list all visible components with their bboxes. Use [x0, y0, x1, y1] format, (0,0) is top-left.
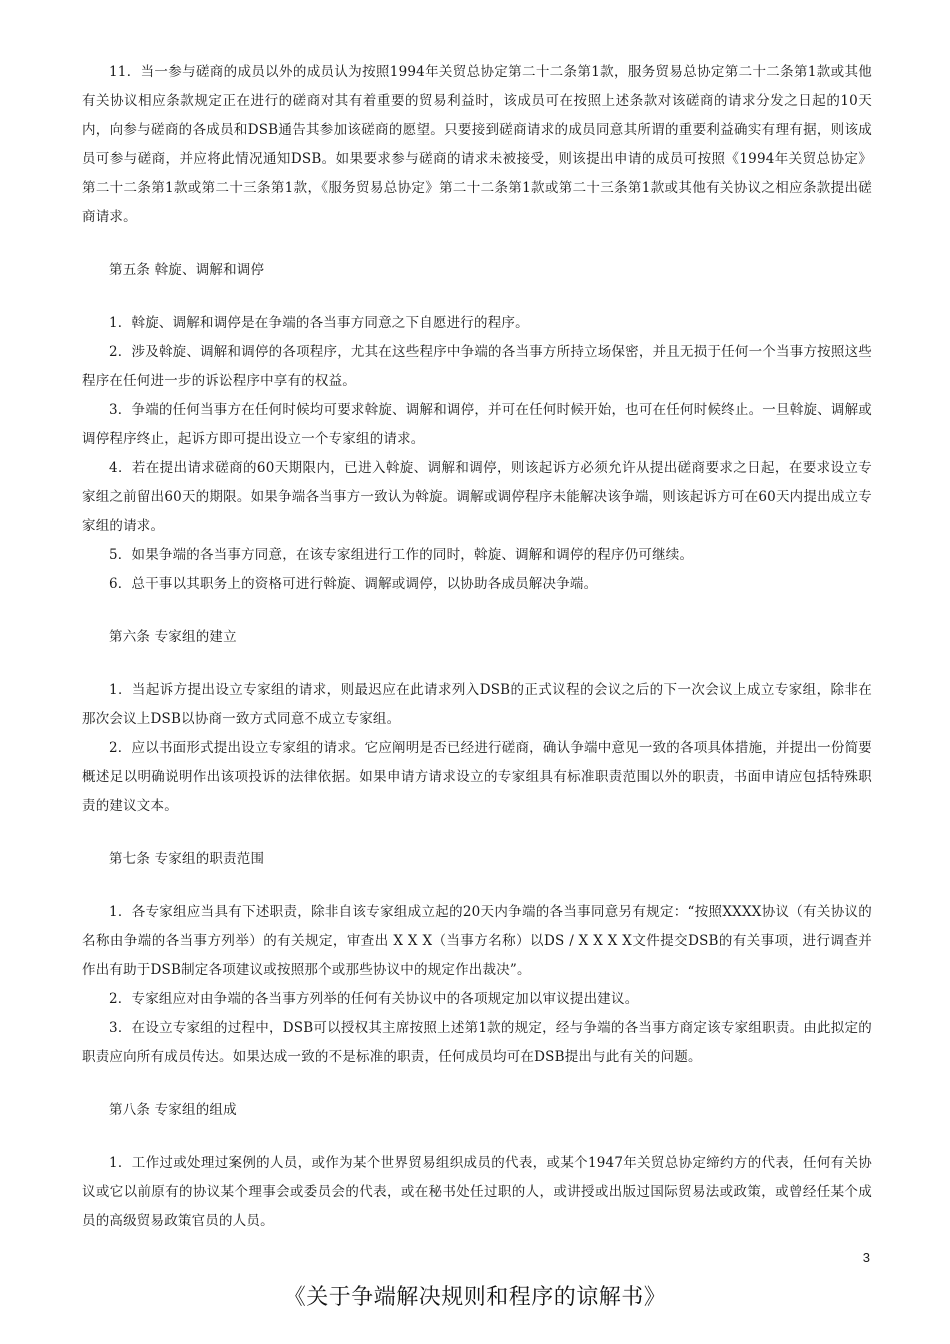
paragraph: 1．各专家组应当具有下述职责，除非自该专家组成立起的20天内争端的各当事同意另有规定：“按照XXXX协议（有关协议的名称由争端的各当事方列举）的有关规定，审查出 X X X（当事方名称）以DS / X X X X文件提交DSB的有关事项，进行调查并作出有助于DSB制定各项建议或按照那个或那些协议中的规定作出裁决”。 — [82, 904, 872, 978]
section-gap — [82, 599, 872, 623]
page-number: 3 — [862, 1250, 870, 1265]
paragraph: 2．专家组应对由争端的各当事方列举的任何有关协议中的各项规定加以审议提出建议。 — [109, 991, 639, 1007]
section-gap — [82, 1125, 872, 1149]
paragraph: 1．斡旋、调解和调停是在争端的各当事方同意之下自愿进行的程序。 — [109, 315, 529, 331]
article-heading: 第八条 专家组的组成 — [109, 1102, 237, 1118]
section-gap — [82, 1072, 872, 1096]
section-gap — [82, 874, 872, 898]
section-gap — [82, 285, 872, 309]
paragraph: 4．若在提出请求磋商的60天期限内，已进入斡旋、调解和调停，则该起诉方必须允许从提出磋商要求之日起，在要求设立专家组之前留出60天的期限。如果争端各当事方一致认为斡旋。调解或调停程序未能解决该争端，则该起诉方可在60天内提出成立专家组的请求。 — [82, 460, 872, 534]
section-gap — [82, 652, 872, 676]
document-body — [82, 58, 872, 1236]
article-heading: 第六条 专家组的建立 — [109, 629, 237, 645]
paragraph: 5．如果争端的各当事方同意，在该专家组进行工作的同时，斡旋、调解和调停的程序仍可继续。 — [109, 547, 694, 563]
paragraph: 2．应以书面形式提出设立专家组的请求。它应阐明是否已经进行磋商，确认争端中意见一致的各项具体措施，并提出一份简要概述足以明确说明作出该项投诉的法律依据。如果申请方请求设立的专家组具有标准职责范围以外的职责，书面申请应包括特殊职责的建议文本。 — [82, 740, 872, 814]
paragraph: 2．涉及斡旋、调解和调停的各项程序，尤其在这些程序中争端的各当事方所持立场保密，并且无损于任何一个当事方按照这些程序在任何进一步的诉讼程序中享有的权益。 — [82, 344, 872, 389]
section-gap — [82, 821, 872, 845]
paragraph: 6．总干事以其职务上的资格可进行斡旋、调解或调停，以协助各成员解决争端。 — [109, 576, 598, 592]
paragraph: 1．当起诉方提出设立专家组的请求，则最迟应在此请求列入DSB的正式议程的会议之后的下一次会议上成立专家组，除非在那次会议上DSB以协商一致方式同意不成立专家组。 — [82, 682, 872, 727]
article-heading: 第五条 斡旋、调解和调停 — [109, 262, 265, 278]
paragraph: 1．工作过或处理过案例的人员，或作为某个世界贸易组织成员的代表，或某个1947年关贸总协定缔约方的代表，任何有关协议或它以前原有的协议某个理事会或委员会的代表，或在秘书处任过职的人，或讲授或出版过国际贸易法或政策，或曾经任某个成员的高级贸易政策官员的人员。 — [82, 1155, 873, 1229]
paragraph: 3．在设立专家组的过程中，DSB可以授权其主席按照上述第1款的规定，经与争端的各当事方商定该专家组职责。由此拟定的职责应向所有成员传达。如果达成一致的不是标准的职责，任何成员均可在DSB提出与此有关的问题。 — [82, 1020, 872, 1065]
article-heading: 第七条 专家组的职责范围 — [109, 851, 265, 867]
paragraph: 3．争端的任何当事方在任何时候均可要求斡旋、调解和调停，并可在任何时候开始，也可在任何时候终止。一旦斡旋、调解或调停程序终止，起诉方即可提出设立一个专家组的请求。 — [82, 402, 872, 447]
paragraph: 11．当一参与磋商的成员以外的成员认为按照1994年关贸总协定第二十二条第1款，服务贸易总协定第二十二条第1款或其他有关协议相应条款规定正在进行的磋商对其有着重要的贸易利益时，该成员可在按照上述条款对该磋商的请求分发之日起的10天内，向参与磋商的各成员和DSB通告其参加该磋商的愿望。只要接到磋商请求的成员同意其所谓的重要利益确实有理有据，则该成员可参与磋商，并应将此情况通知DSB。如果要求参与磋商的请求未被接受，则该提出申请的成员可按照《1994年关贸总协定》第二十二条第1款或第二十三条第1款，《服务贸易总协定》第二十二条第1款或第二十三条第1款或其他有关协议之相应条款提出磋商请求。 — [82, 64, 872, 225]
document-footer-title: 《关于争端解决规则和程序的谅解书》 — [283, 1285, 667, 1310]
section-gap — [82, 232, 872, 256]
